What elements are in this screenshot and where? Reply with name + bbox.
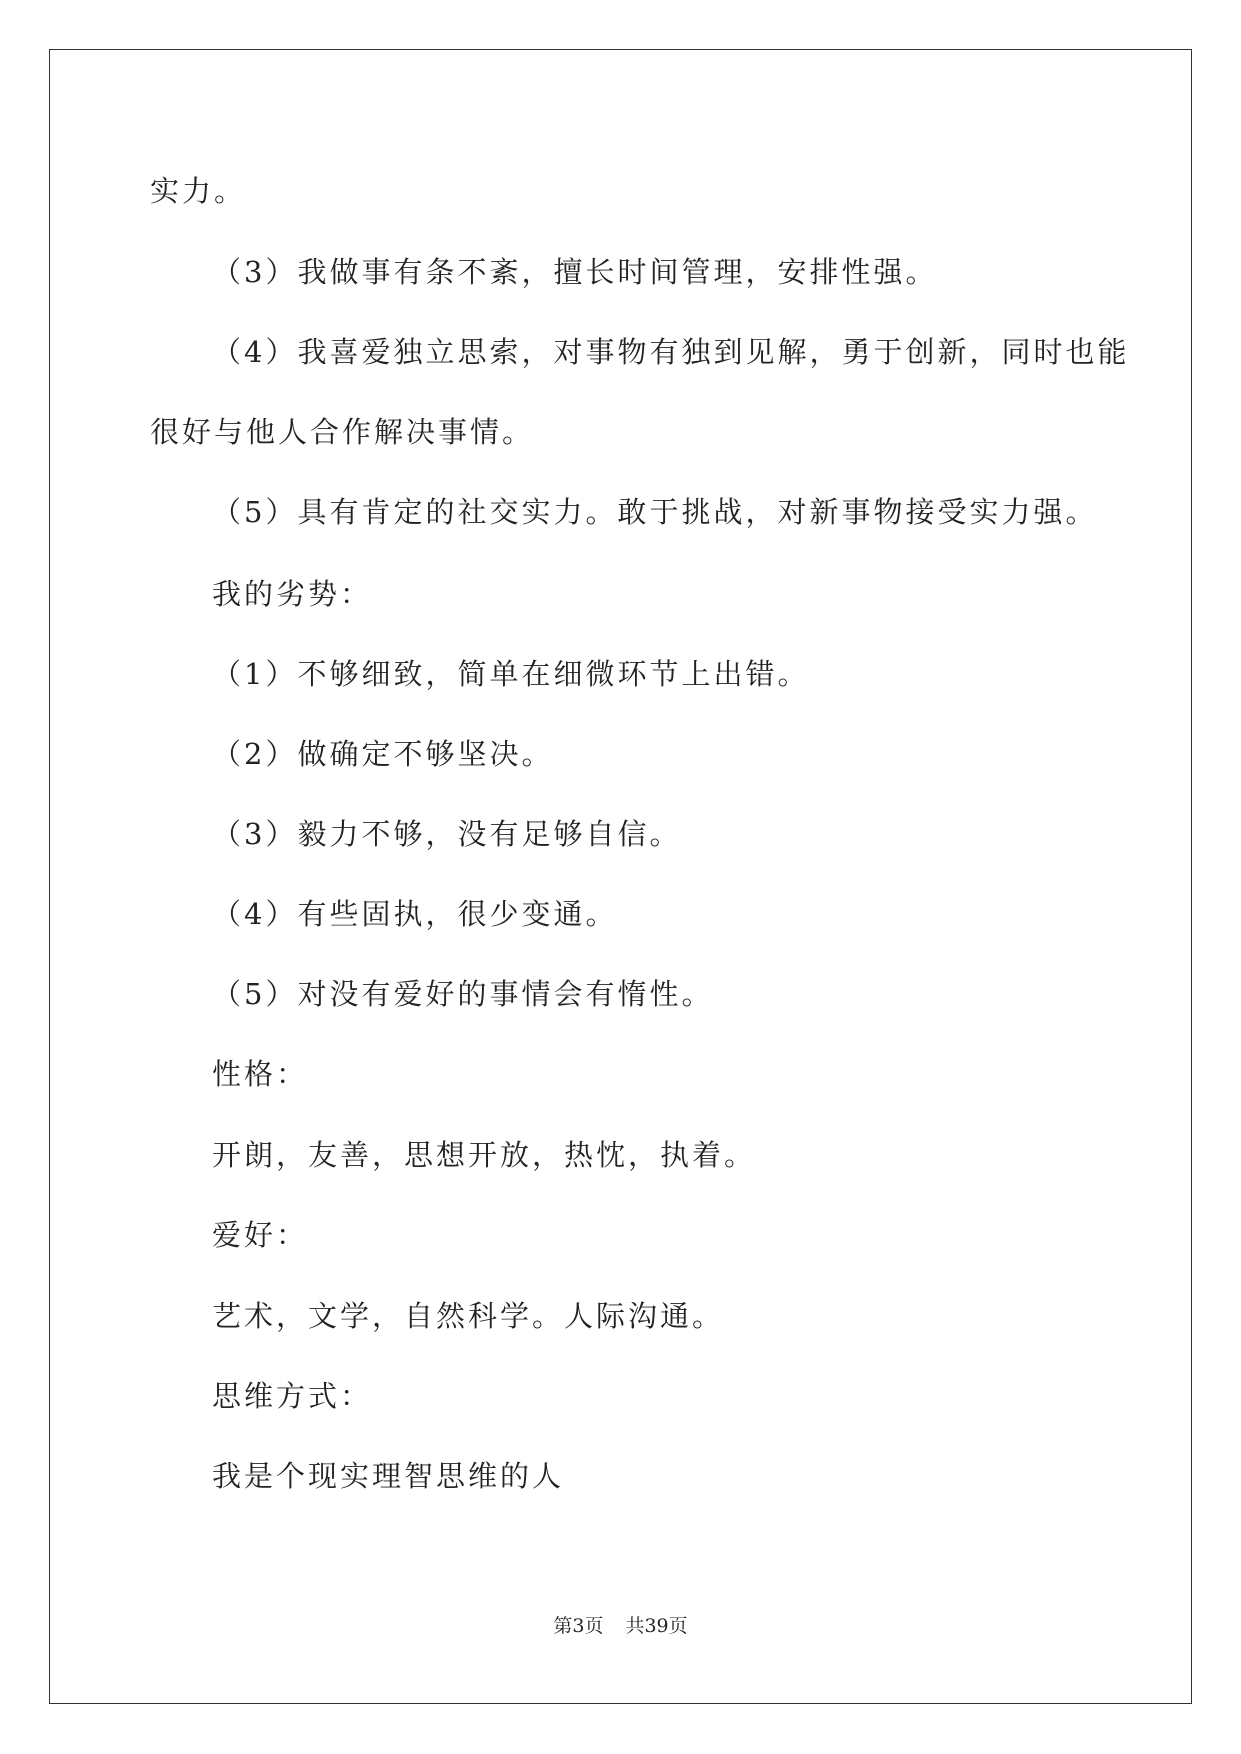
- section-heading: 我的劣势：: [212, 577, 373, 611]
- text-line: （4）我喜爱独立思索，对事物有独到见解，勇于创新，同时也能: [212, 335, 1130, 369]
- page-border: [49, 49, 1192, 1704]
- text-line: 实力。: [150, 174, 247, 208]
- page-number-current: 第3页: [553, 1615, 604, 1637]
- page-footer: [0, 1614, 1241, 1638]
- text-line: 我是个现实理智思维的人: [212, 1459, 565, 1493]
- text-line: （5）具有肯定的社交实力。敢于挑战，对新事物接受实力强。: [212, 495, 1098, 529]
- text-line: （1）不够细致，简单在细微环节上出错。: [212, 657, 810, 691]
- text-line: 开朗，友善，思想开放，热忱，执着。: [212, 1138, 757, 1172]
- section-heading: 性格：: [212, 1057, 309, 1091]
- text-line: （4）有些固执，很少变通。: [212, 897, 618, 931]
- text-line: （2）做确定不够坚决。: [212, 737, 554, 771]
- section-heading: 爱好：: [212, 1218, 309, 1252]
- text-line: 艺术，文学，自然科学。人际沟通。: [212, 1299, 725, 1333]
- section-heading: 思维方式：: [212, 1379, 373, 1413]
- text-line: 很好与他人合作解决事情。: [150, 415, 535, 449]
- text-line: （5）对没有爱好的事情会有惰性。: [212, 977, 714, 1011]
- page-number-total: 共39页: [625, 1615, 688, 1637]
- text-line: （3）毅力不够，没有足够自信。: [212, 817, 682, 851]
- text-line: （3）我做事有条不紊，擅长时间管理，安排性强。: [212, 255, 938, 289]
